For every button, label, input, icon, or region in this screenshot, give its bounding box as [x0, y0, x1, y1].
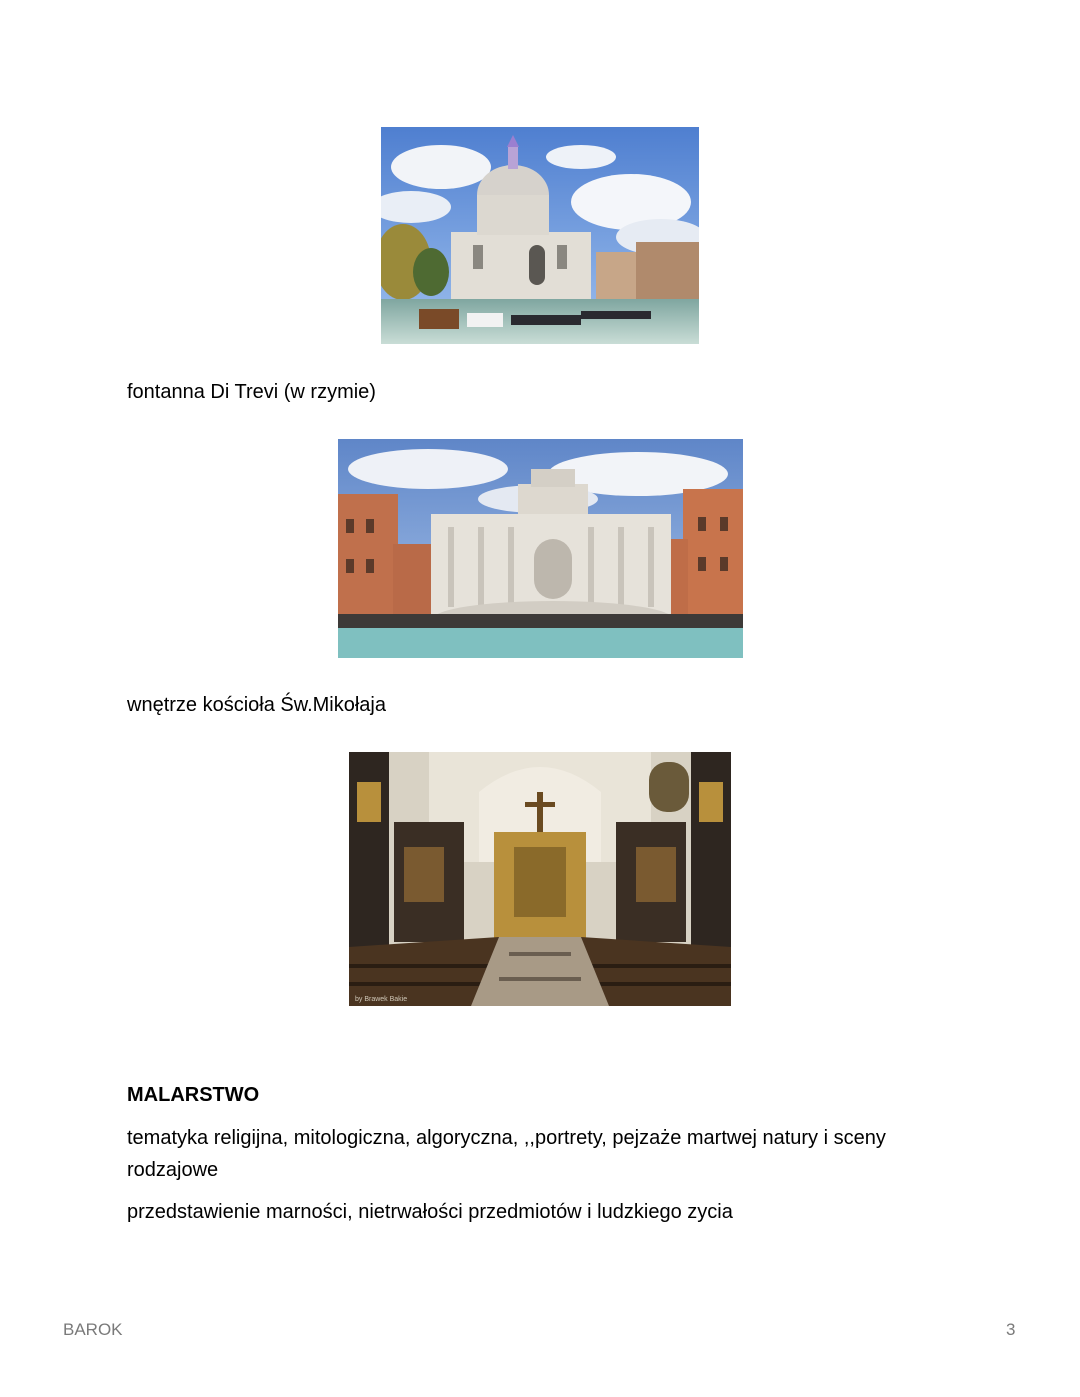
church-photo — [381, 127, 699, 344]
trevi-photo — [338, 439, 743, 658]
interior-photo — [349, 752, 731, 1006]
section-heading: MALARSTWO — [127, 1084, 260, 1106]
caption-interior: wnętrze kościoła Św.Mikołaja — [127, 694, 386, 716]
photo-watermark: by Brawek Bakie — [355, 996, 408, 1003]
caption-trevi: fontanna Di Trevi (w rzymie) — [127, 381, 376, 403]
paragraph-vanity: przedstawienie marności, nietrwałości przedmiotów i ludzkiego zycia — [127, 1201, 733, 1223]
footer-title: BAROK — [63, 1320, 123, 1339]
page-number: 3 — [1006, 1320, 1016, 1339]
paragraph-themes: tematyka religijna, mitologiczna, algoryczna, ,,portrety, pejzaże martwej natury i sceny rodzajowe — [127, 1127, 886, 1181]
